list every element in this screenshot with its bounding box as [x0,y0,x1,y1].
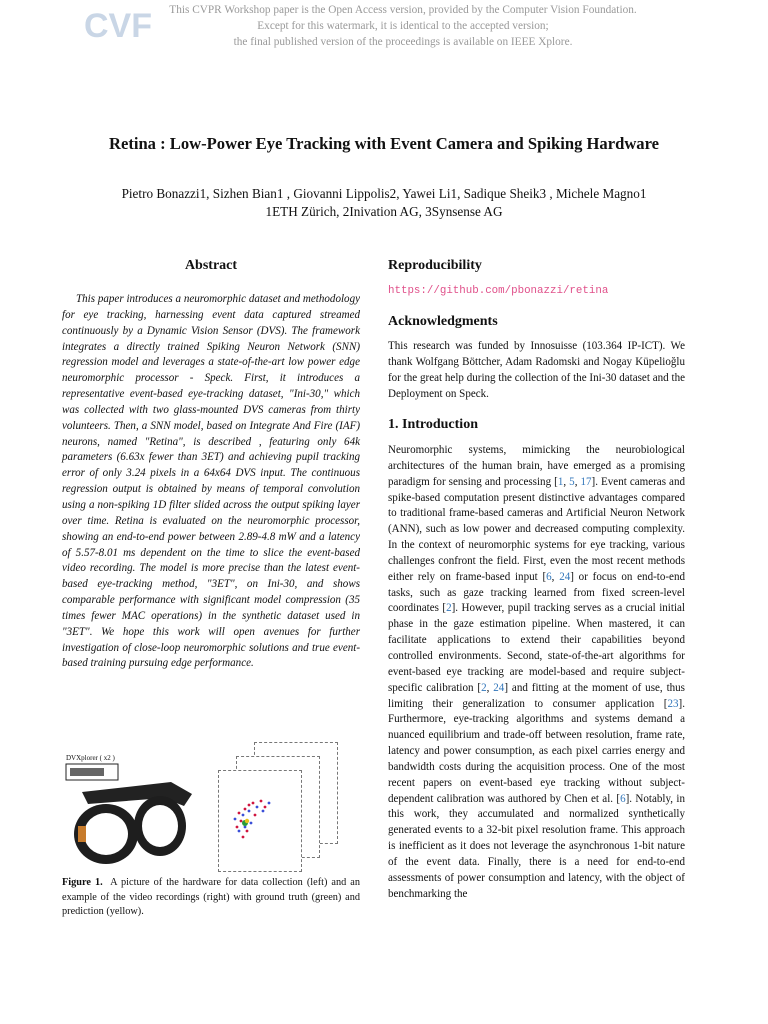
watermark-notice [150,2,656,50]
cvf-logo [84,4,152,45]
event-scatter [219,771,301,871]
introduction-text-run: ]. Furthermore, eye-tracking algorithms and systems demand a nuanced equilibrium and trade-off between resolution, frame rate, latency and power consumption, as each pixel carries energy and bandwidth costs during the acquisition process. One of the most recent papers on event-based eye tracking without subject-dependent calibration was authored by Chen et al. [ [388,697,685,805]
citation-link[interactable]: 24 [559,570,571,583]
figure-caption-text: A picture of the hardware for data collection (left) and an example of the video recordings (right) with ground truth (green) and prediction (yellow). [62,877,360,918]
introduction-text [388,443,685,902]
acknowledgments-text: This research was funded by Innosuisse (103.364 IP-ICT). We thank Wolfgang Böttcher, Adam Radomski and Nogay Küpelioğlu for the great help during the collection of the Ini-30 dataset and the Deployment on Speck. [388,340,685,400]
event-frame-1 [218,770,302,872]
citation-link[interactable]: 2 [481,681,487,694]
citation-link[interactable]: 17 [580,475,592,488]
reproducibility-heading: Reproducibility [388,258,482,273]
watermark-line-1: This CVPR Workshop paper is the Open Access version, provided by the Computer Vision Foundation. [169,4,637,16]
author-block [40,185,728,221]
glasses-photo [66,762,192,868]
figure-caption-label: Figure 1. [62,877,103,888]
cvf-logo-text: CVF [84,7,152,45]
watermark-line-2: Except for this watermark, it is identical to the accepted version; [257,20,549,32]
citation-link[interactable]: 1 [557,475,564,488]
figure-1 [62,740,362,870]
introduction-heading: 1. Introduction [388,417,478,432]
introduction-text-run: Neuromorphic systems, mimicking the neurobiological architectures of the human brain, have emerged as a promising paradigm for sensing and processing [ [388,444,685,488]
introduction-text-run: , [563,475,570,488]
introduction-text-run: ] and fitting at the moment of use, thus limiting their generalization to consumer application [ [388,681,685,710]
prediction-marker [245,819,249,823]
citation-link[interactable]: 6 [620,792,626,805]
citation-link[interactable]: 23 [667,697,679,710]
introduction-text-run: , [574,475,581,488]
introduction-text-run: ] or focus on end-to-end tasks, such as gaze tracking learned from fixed screen-level coordinates [ [388,570,685,615]
device-label: DVXplorer ( x2 ) [66,754,115,762]
introduction-text-run: ]. Event cameras and spike-based computation present distinctive advantages compared to traditional frame-based cameras and Artificial Neuron Network (ANN), such as low power and decreased computing complexity. In the context of neuromorphic systems for eye tracking, various challenges confront the field. First, even the most recent methods either rely on frame-based input [ [388,475,686,583]
github-link[interactable]: https://github.com/pbonazzi/retina [388,285,609,297]
introduction-text-run: ]. However, pupil tracking serves as a crucial initial phase in the gaze estimation pipeline. When mastered, it can facilitate applications to extend their capabilities beyond controlled environments. Second, state-of-the-art algorithms for event-based eye tracking are model-based and require subject-specific calibration [ [388,602,685,694]
figure-caption [62,876,360,920]
citation-link[interactable]: 5 [569,475,575,488]
affiliations-line: 1ETH Zürich, 2Inivation AG, 3Synsense AG [265,204,503,219]
citation-link[interactable]: 2 [446,602,452,615]
citation-link[interactable]: 6 [546,570,552,583]
citation-link[interactable]: 24 [493,681,505,694]
authors-line: Pietro Bonazzi1, Sizhen Bian1 , Giovanni Lippolis2, Yawei Li1, Sadique Sheik3 , Michele Magno1 [121,186,647,201]
abstract-heading: Abstract [184,258,238,273]
introduction-text-run: , [486,681,494,694]
acknowledgments-heading: Acknowledgments [388,314,498,329]
introduction-text-run: ]. Notably, in this work, they accumulated and normalized synthetically generated events to a 32-bit pixel resolution frame. This approach is inefficient as it does not leverage the asynchronous 1-bit nature of the event data. Finally, there is a need for end-to-end assessments of power consumption and latency, with the object of benchmarking the [388,792,685,900]
introduction-text-run: , [551,570,560,583]
watermark-line-3: the final published version of the proceedings is available on IEEE Xplore. [233,36,573,48]
abstract-text: This paper introduces a neuromorphic dataset and methodology for eye tracking, harnessing event data captured streamed continuously by a Dynamic Vision Sensor (DVS). The framework integrates a directly trained Spiking Neuron Network (SNN) regression model and leverages a state-of-the-art low power edge neuromorphic processor - Speck. First, it introduces a representative event-based eye-tracking dataset, "Ini-30," which was collected with two glass-mounted DVS cameras from thirty volunteers. Then, a SNN model, based on Integrate And Fire (IAF) neurons, named "Retina", is described , featuring only 64k parameters (6.63x fewer than 3ET) and achieving pupil tracking error of only 3.24 pixels in a 64x64 DVS input. The continuous regression output is obtained by means of temporal convolution using a non-spiking 1D filter slided across the output spiking layer over time. Retina is evaluated on the neuromorphic processor, showing an end-to-end power between 2.89-4.8 mW and a latency of 5.57-8.01 ms dependent on the time to slice the event-based video recording. The model is more precise than the latest event-based eye-tracking method, "3ET", on Ini-30, and shows comparable performance with significant model compression (35 times fewer MAC operations) in the synthetic dataset used in "3ET". We hope this work will open avenues for further investigation of close-loop neuromorphic solutions and true event-based training pursuing edge performance. [62,293,360,670]
paper-title: Retina : Low-Power Eye Tracking with Event Camera and Spiking Hardware [108,134,660,153]
